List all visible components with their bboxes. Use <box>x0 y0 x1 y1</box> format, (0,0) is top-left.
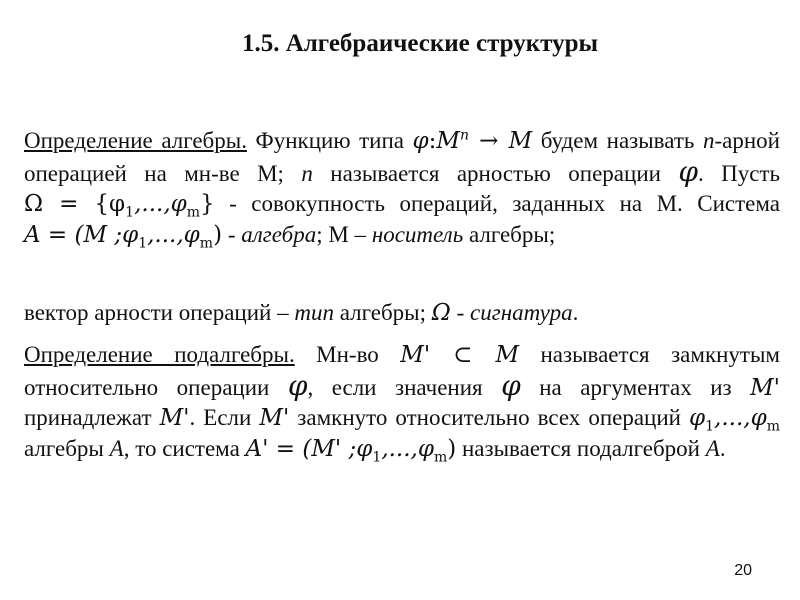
formula-part: m <box>186 204 201 221</box>
algebra-definition-heading: Определение алгебры. <box>24 128 247 153</box>
algebra-a-symbol: A <box>109 435 124 461</box>
formula-part: ) <box>447 435 457 462</box>
text: алгебры; <box>463 221 556 247</box>
text: Функцию типа <box>246 128 413 153</box>
text: ; М – <box>316 221 372 247</box>
formula-part: m <box>766 418 780 435</box>
formula-part: A' = (M' ;φ <box>245 435 373 462</box>
text: алгебры; <box>334 300 432 325</box>
text: замкнуто относительно всех операций <box>289 405 690 430</box>
formula-part: M <box>436 128 460 154</box>
arity-n: n <box>301 160 313 186</box>
formula-part: Ω = {φ <box>24 191 126 217</box>
signature-term: сигнатура <box>470 300 573 325</box>
type-term: тип <box>294 300 334 325</box>
carrier-term: носитель <box>371 221 464 247</box>
text: , то система <box>123 435 246 461</box>
formula-part: ,...,φ <box>134 191 187 217</box>
subalgebra-definition-heading: Определение подалгебры. <box>24 342 295 367</box>
formula-part: ,...,φ <box>147 221 200 248</box>
algebra-formula <box>24 221 223 252</box>
formula-part: : <box>428 128 437 154</box>
formula-part: ,...,φ <box>714 405 767 431</box>
m-prime-symbol: M' <box>259 405 290 431</box>
formula-part: 1 <box>125 204 135 221</box>
formula-part: } <box>200 191 215 217</box>
phi-symbol: φ <box>678 154 698 188</box>
formula-part: m <box>199 235 214 252</box>
text: . Пусть <box>697 160 780 186</box>
formula-part: m <box>433 449 448 466</box>
algebra-a-symbol: A <box>705 435 720 461</box>
formula-part: φ <box>412 128 429 154</box>
text: . <box>719 435 726 461</box>
phi-symbol: φ <box>287 368 308 402</box>
arity-n: n <box>702 128 715 153</box>
formula-part: φ <box>689 405 706 431</box>
text: будем называть <box>532 128 703 153</box>
slide-title: 1.5. Алгебраические структуры <box>241 30 599 57</box>
formula-part: 1 <box>705 418 715 435</box>
operations-list-formula <box>689 405 780 435</box>
text: , если значения <box>307 374 502 400</box>
algebra-definition-paragraph <box>24 126 780 250</box>
subset-formula: M' ⊂ M <box>400 342 520 368</box>
formula-part: n <box>459 127 469 144</box>
text: называется замкнутым относительно операции <box>24 342 780 400</box>
function-type-formula <box>413 128 533 154</box>
text: на аргументах из <box>520 374 751 400</box>
omega-symbol: Ω <box>431 300 451 326</box>
operations-set-formula <box>24 191 215 221</box>
formula-part: 1 <box>138 235 148 252</box>
formula-part: → <box>469 128 509 154</box>
subalgebra-definition-paragraph <box>24 340 780 464</box>
formula-part: A = (M ;φ <box>24 221 139 248</box>
text: . <box>572 300 579 325</box>
text: алгебры <box>24 435 110 461</box>
text: . Если <box>189 405 260 430</box>
type-signature-paragraph <box>24 298 780 329</box>
phi-symbol: φ <box>501 368 521 402</box>
formula-part: ,...,φ <box>381 435 434 462</box>
subalgebra-formula <box>245 435 457 466</box>
text: - <box>222 221 242 247</box>
m-prime-symbol: M' <box>159 405 190 431</box>
formula-part: 1 <box>372 449 382 466</box>
text: называется подалгеброй <box>456 435 706 461</box>
formula-part: M <box>508 128 533 154</box>
text: -арной операцией на мн-ве М; <box>24 128 780 186</box>
text: принадлежат <box>24 405 160 430</box>
text: - совокупность операций, заданных на М. Система <box>214 191 780 216</box>
m-prime-symbol: M' <box>750 374 780 401</box>
page-number: 20 <box>734 562 752 579</box>
algebra-term: алгебра <box>241 221 317 247</box>
text: - <box>450 300 471 325</box>
text: называется арностью операции <box>312 160 679 186</box>
text: вектор арности операций – <box>24 300 295 325</box>
text: Мн-во <box>294 342 401 367</box>
formula-part: ) <box>213 221 223 248</box>
